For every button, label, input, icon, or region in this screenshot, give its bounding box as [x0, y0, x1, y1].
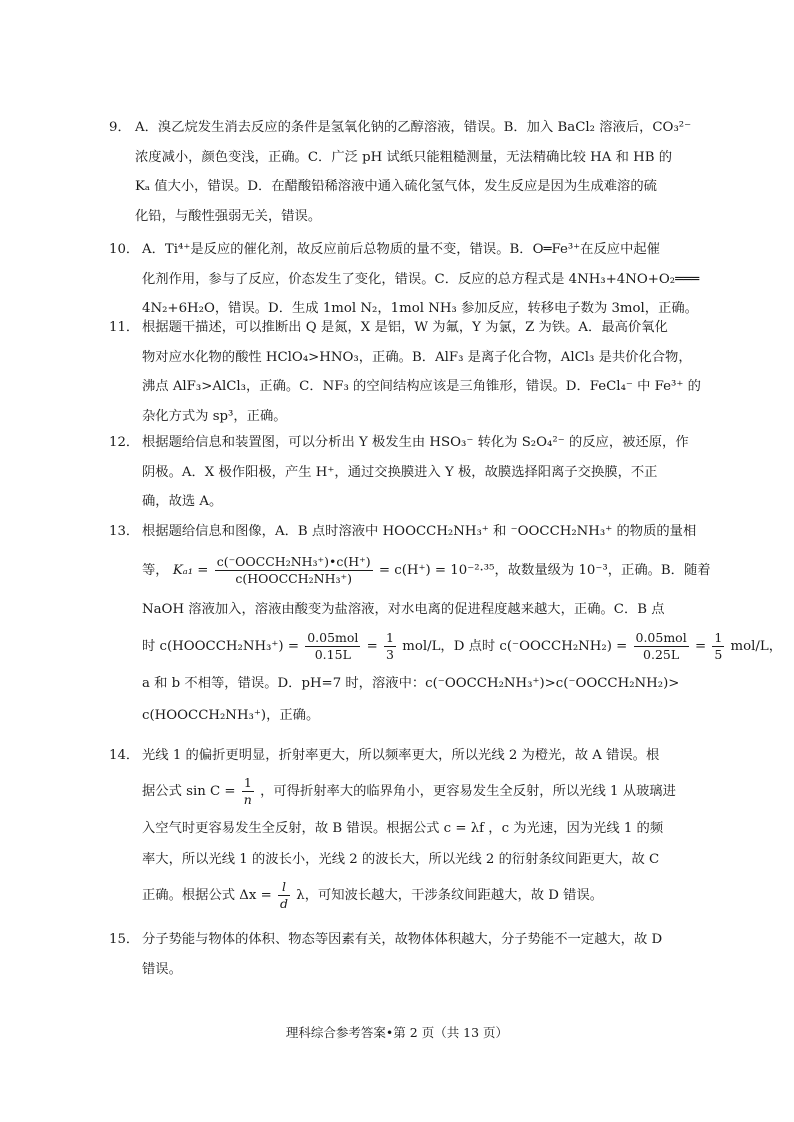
answer-line: 根据题给信息和图像，A．B 点时溶液中 HOOCCH₂NH₃⁺ 和 ⁻OOCCH₂NH₃⁺ 的物质的量相 — [142, 524, 697, 539]
answer-line: 4N₂+6H₂O，错误。D．生成 1mol N₂，1mol NH₃ 参加反应，转移电子数为 3mol，正确。 — [142, 301, 698, 316]
question-number: 14． — [109, 748, 140, 763]
answer-line: 化剂作用，参与了反应，价态发生了变化，错误。C．反应的总方程式是 4NH₃+4NO+O₂═══ — [142, 271, 700, 287]
answer-line: a 和 b 不相等，错误。D．pH=7 时，溶液中：c(⁻OOCCH₂NH₃⁺)>c(⁻OOCCH₂NH₂)> — [142, 676, 680, 691]
answer-line: 化铅，与酸性强弱无关，错误。 — [135, 208, 322, 224]
fraction: $\frac{\text{0.05mol}}{0.15L}$ — [307, 630, 359, 662]
fraction: $\frac{1}{3}$ — [386, 630, 394, 662]
answer-line: 分子势能与物体的体积、物态等因素有关，故物体体积越大，分子势能不一定越大，故 D — [142, 932, 663, 947]
question-number: 15． — [109, 932, 140, 947]
answer-line: 阴极。A．X 极作阳极，产生 H⁺，通过交换膜进入 Y 极，故膜选择阳离子交换膜，不正 — [142, 464, 658, 480]
answer-line: 率大，所以光线 1 的波长小，光线 2 的波长大，所以光线 2 的衍射条纹间距更大，故 C — [142, 852, 660, 867]
concentration-line: 时 c(HOOCCH₂NH₃⁺) = $\frac{\text{0.05mol}}{0.15L}$ = $\frac{1}{3}$ mol/L，D 点时 c(⁻OOCCH₂NH₂) = $\frac{\text{0.05mol}}{0.25L}$ = $\frac{1}{5}$ mol/L， — [142, 630, 783, 662]
question-number: 12． — [109, 435, 140, 450]
delta-x-formula-line: 正确。根据公式 Δx = $\frac{l}{d}$ λ，可知波长越大，干涉条纹间距越大，故 D 错误。 — [142, 879, 604, 911]
question-number: 13． — [109, 524, 140, 539]
answer-line: 根据题给信息和装置图，可以分析出 Y 极发生由 HSO₃⁻ 转化为 S₂O₄²⁻ 的反应，被还原，作 — [142, 435, 689, 450]
answer-13 — [109, 516, 783, 732]
ka-symbol: Kₐ₁ = — [172, 563, 209, 578]
answer-line: 光线 1 的偏折更明显，折射率更大，所以频率更大，所以光线 2 为橙光，故 A 错误。根 — [142, 748, 660, 763]
answer-10 — [109, 235, 700, 324]
page-footer: 理科综合参考答案•第 2 页（共 13 页） — [285, 1025, 509, 1040]
fraction: $\frac{1}{5}$ — [714, 630, 723, 662]
answer-line: A．溴乙烷发生消去反应的条件是氢氧化钠的乙醇溶液，错误。B．加入 BaCl₂ 溶液后，CO₃²⁻ — [135, 120, 692, 135]
answer-line: 物对应水化物的酸性 HClO₄>HNO₃，正确。B．AlF₃ 是离子化合物，AlCl₃ 是共价化合物， — [142, 349, 692, 365]
answer-14 — [109, 740, 683, 917]
answer-11 — [109, 313, 701, 431]
answer-9 — [109, 113, 692, 231]
fraction: $\frac{\text{0.05mol}}{0.25L}$ — [635, 630, 687, 662]
ka-fraction: $\frac{\text{c(⁻OOCCH₂NH₃⁺)•c(H⁺)}}{\text{c(HOOCCH₂NH₃⁺)}}$ — [216, 554, 371, 586]
answer-line: NaOH 溶液加入，溶液由酸变为盐溶液，对水电离的促进程度越来越大，正确。C．B 点 — [142, 602, 665, 617]
answer-12 — [109, 428, 689, 517]
question-number: 11． — [109, 320, 140, 335]
answer-line: 杂化方式为 sp³，正确。 — [142, 408, 287, 424]
fraction: $\frac{1}{n}$ — [243, 775, 252, 807]
question-number: 10． — [109, 242, 140, 257]
sinc-formula-line: 据公式 sin C = $\frac{1}{n}$ ，可得折射率大的临界角小，更容易发生全反射，所以光线 1 从玻璃进 — [142, 775, 676, 807]
fraction: $\frac{l}{d}$ — [280, 879, 289, 911]
answer-line: 入空气时更容易发生全反射，故 B 错误。根据公式 c = λf ，c 为光速，因为光线 1 的频 — [142, 821, 664, 836]
answer-line: 浓度减小，颜色变浅，正确。C．广泛 pH 试纸只能粗糙测量，无法精确比较 HA 和 HB 的 — [135, 149, 673, 165]
question-number: 9． — [109, 120, 131, 135]
answer-line: 根据题干描述，可以推断出 Q 是氮，X 是铝，W 为氟，Y 为氯，Z 为铁。A．最高价氧化 — [142, 320, 668, 335]
answer-line: 确，故选 A。 — [142, 494, 223, 509]
answer-line: 沸点 AlF₃>AlCl₃，正确。C．NF₃ 的空间结构应该是三角锥形，错误。D．FeCl₄⁻ 中 Fe³⁺ 的 — [142, 379, 701, 394]
answer-line: c(HOOCCH₂NH₃⁺)，正确。 — [142, 708, 320, 723]
answer-line: 错误。 — [142, 961, 182, 977]
answer-line: A．Ti⁴⁺是反应的催化剂，故反应前后总物质的量不变，错误。B．O═Fe³⁺在反应中起催 — [142, 242, 660, 257]
ka-formula-line: 等， Kₐ₁ = $\frac{\text{c(⁻OOCCH₂NH₃⁺)•c(H⁺)}}{\text{c(HOOCCH₂NH₃⁺)}}$ = c(H⁺) = 10⁻²·³⁵，故数量级为 10⁻³，正确。B．随着 — [142, 554, 711, 586]
answer-line: Kₐ 值大小，错误。D．在醋酸铅稀溶液中通入硫化氢气体，发生反应是因为生成难溶的硫 — [135, 179, 657, 194]
answer-15 — [109, 925, 683, 984]
